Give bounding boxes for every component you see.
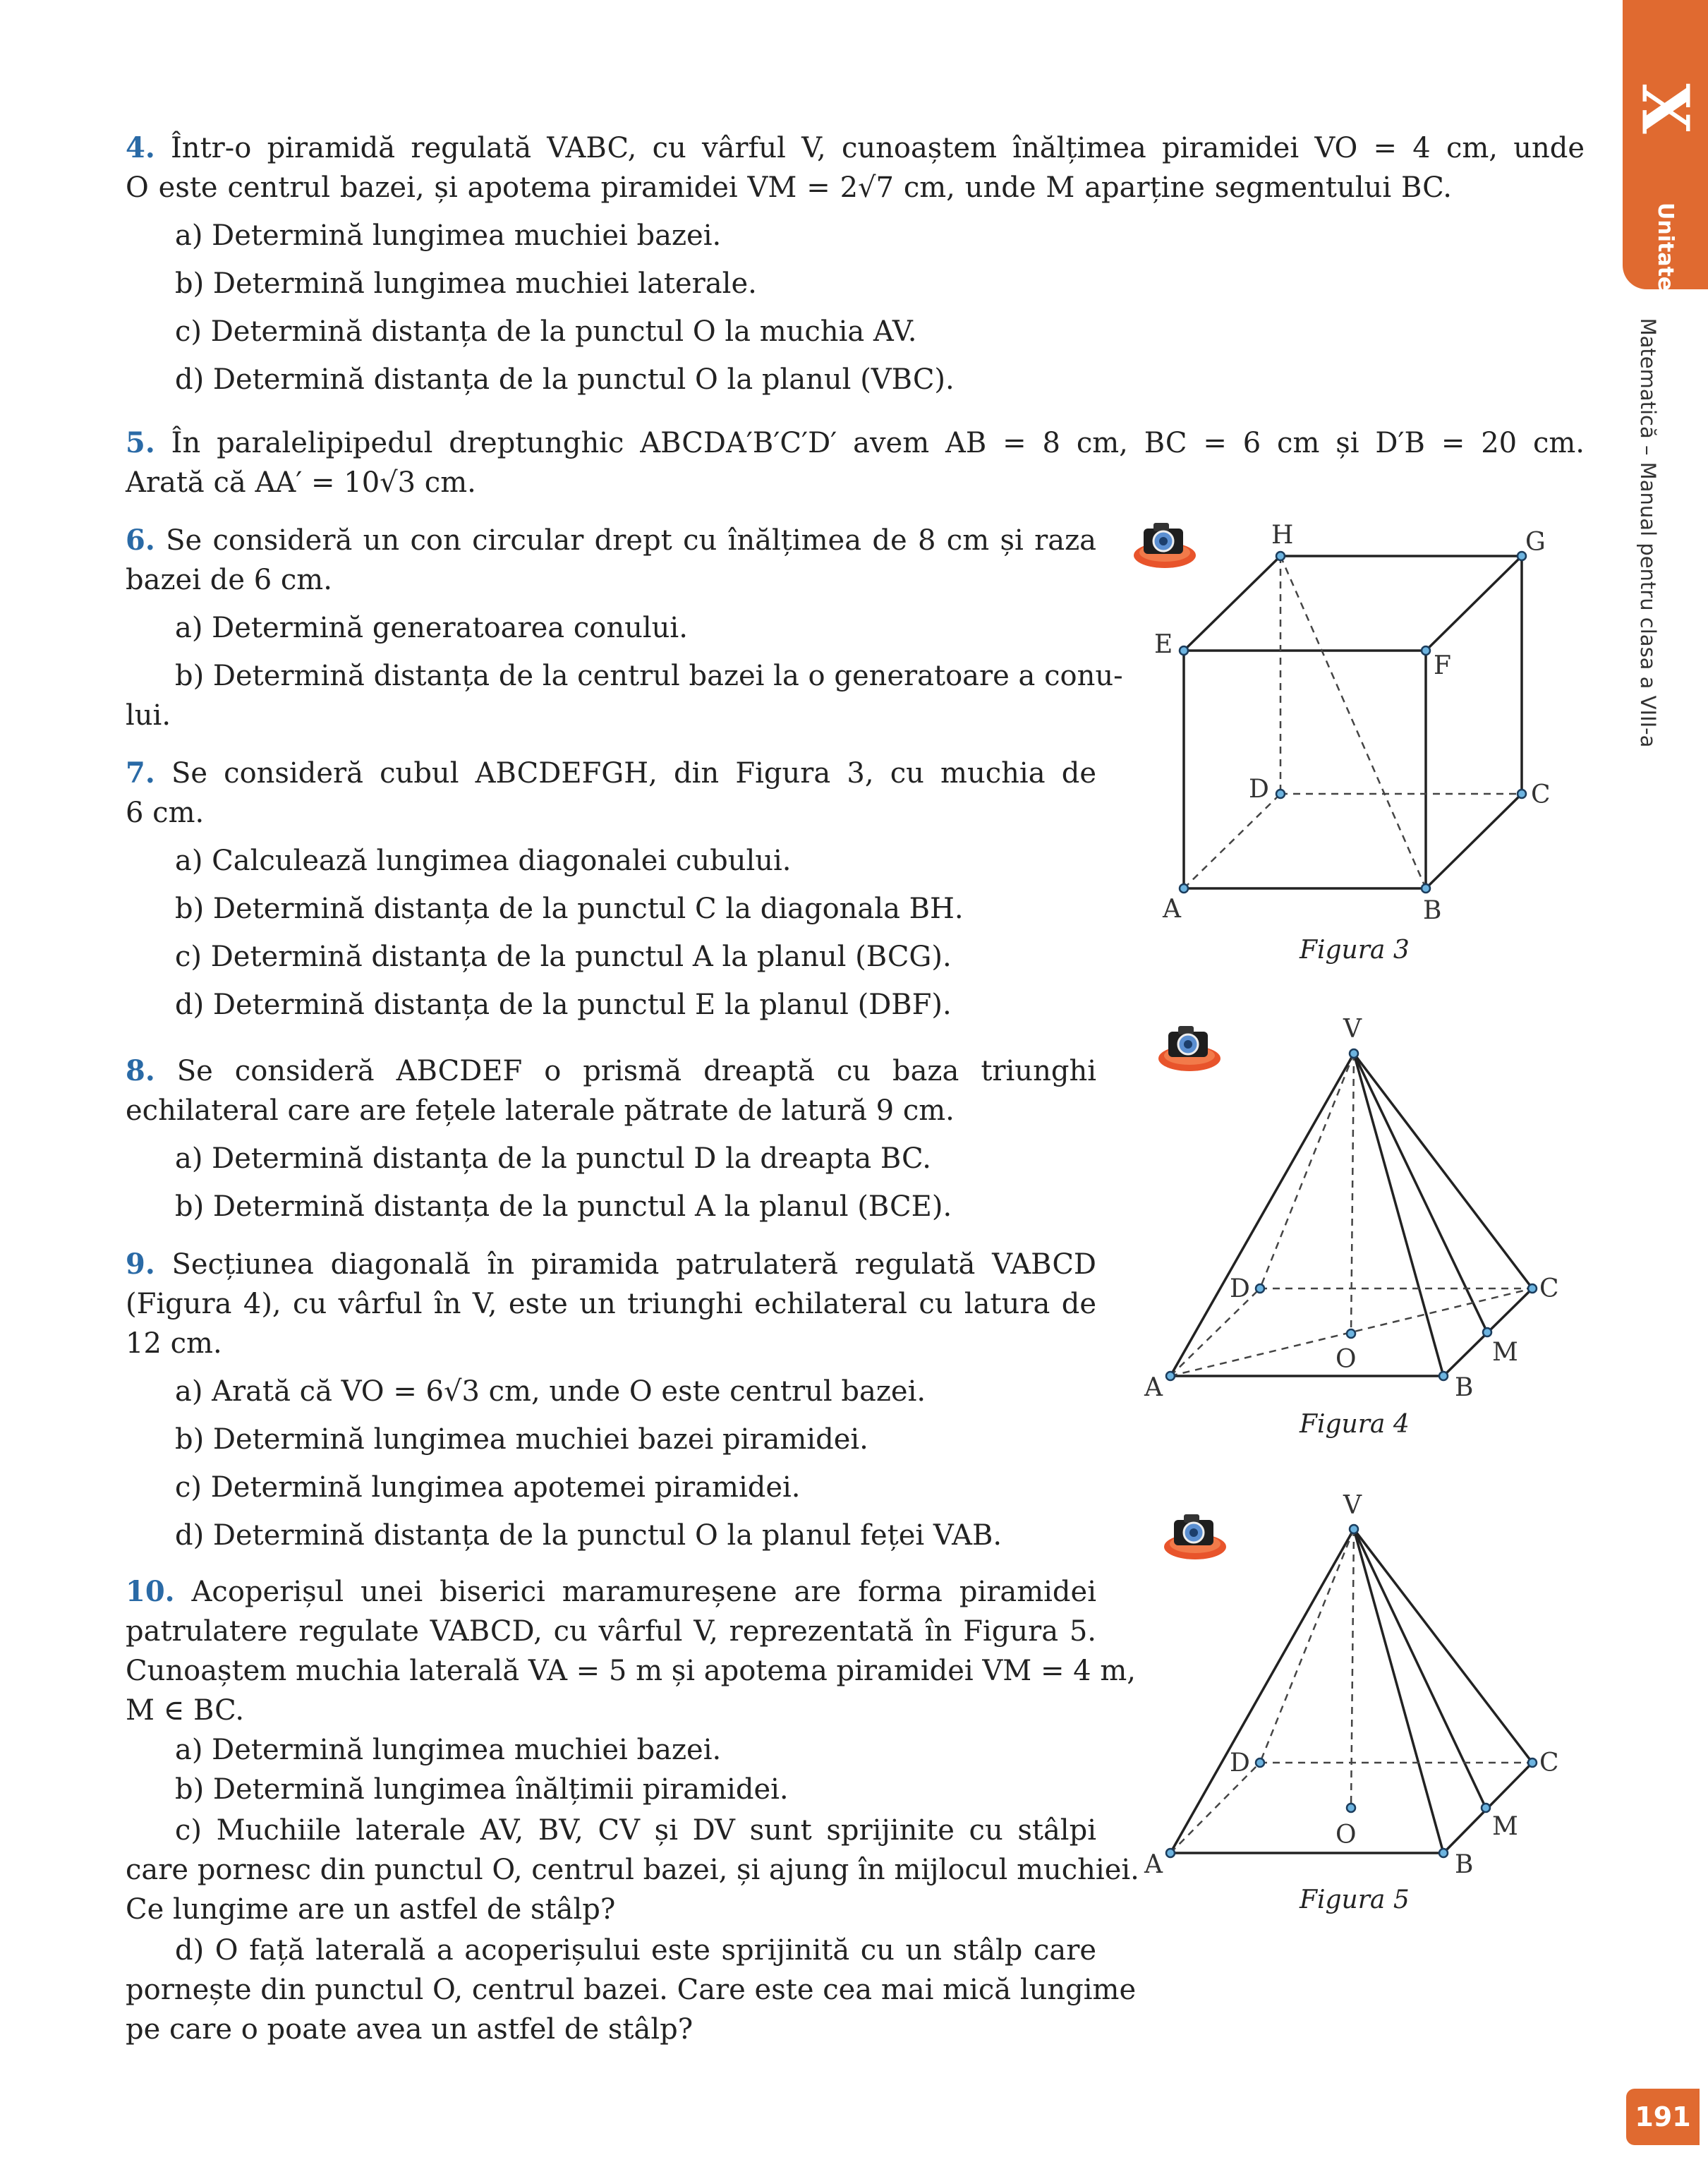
figure-5-caption: Figura 5 bbox=[1300, 1885, 1410, 1914]
ex7-line2: 6 cm. bbox=[126, 797, 205, 829]
fig4-label-D: D bbox=[1230, 1274, 1250, 1303]
ex10-d-line2: pornește din punctul O, centrul bazei. Care este cea mai mică lungime bbox=[126, 1974, 1137, 2006]
ex8-b: b) Determină distanța de la punctul A la planul (BCE). bbox=[175, 1190, 952, 1223]
cube-edge-FG bbox=[1426, 556, 1522, 651]
fig4-label-C: C bbox=[1539, 1274, 1559, 1303]
fig3-label-E: E bbox=[1154, 630, 1173, 659]
ex5-line2: Arată că AA′ = 10√3 cm. bbox=[126, 466, 476, 499]
cube-edge-BC bbox=[1426, 794, 1522, 888]
ex5-line1: 5. În paralelipipedul dreptunghic ABCDA′B′C′D′ avem AB = 8 cm, BC = 6 cm și D′B = 20 cm. bbox=[126, 426, 1585, 459]
fig4-height-VO bbox=[1351, 1054, 1354, 1334]
ex6-b-line1: b) Determină distanța de la centrul bazei la o generatoare a conu- bbox=[175, 660, 1123, 692]
ex9-line3: 12 cm. bbox=[126, 1327, 222, 1360]
fig5-label-V: V bbox=[1343, 1491, 1362, 1520]
ex9-c: c) Determină lungimea apotemei piramidei. bbox=[175, 1471, 801, 1504]
fig5-height-VO bbox=[1351, 1529, 1354, 1808]
book-title: Matematică – Manual pentru clasa a VIII-a bbox=[1636, 318, 1660, 748]
unit-label: Unitatea bbox=[1653, 203, 1678, 306]
ex8-line1: 8. Se consideră ABCDEF o prismă dreaptă cu baza triunghi bbox=[126, 1054, 1096, 1087]
fig3-label-A: A bbox=[1163, 895, 1181, 924]
ex10-line1: 10. Acoperișul unei biserici maramureșene are forma piramidei bbox=[126, 1575, 1097, 1608]
cube-edge-AD bbox=[1184, 794, 1280, 888]
fig4-label-M: M bbox=[1492, 1338, 1518, 1367]
fig4-label-B: B bbox=[1455, 1373, 1474, 1402]
ex7-d: d) Determină distanța de la punctul E la planul (DBF). bbox=[175, 989, 952, 1021]
fig5-label-O: O bbox=[1335, 1821, 1357, 1849]
ex10-d-line1: d) O față laterală a acoperișului este sprijinită cu un stâlp care bbox=[175, 1934, 1096, 1967]
ex10-line2: patrulatere regulate VABCD, cu vârful V, reprezentată în Figura 5. bbox=[126, 1615, 1096, 1648]
fig4-label-V: V bbox=[1343, 1015, 1362, 1044]
fig5-edge-VA bbox=[1170, 1529, 1354, 1853]
fig3-label-C: C bbox=[1531, 780, 1551, 809]
ex9-d: d) Determină distanța de la punctul O la planul feței VAB. bbox=[175, 1519, 1003, 1552]
fig4-edge-VA bbox=[1170, 1054, 1354, 1376]
ex6-a: a) Determină generatoarea conului. bbox=[175, 612, 688, 644]
fig3-label-B: B bbox=[1423, 896, 1442, 925]
ex10-line3: Cunoaștem muchia laterală VA = 5 m și apotema piramidei VM = 4 m, bbox=[126, 1655, 1136, 1687]
ex10-c-line1: c) Muchiile laterale AV, BV, CV și DV sunt sprijinite cu stâlpi bbox=[175, 1814, 1096, 1847]
ex4-number: 4. bbox=[126, 131, 155, 164]
fig4-edge-VD bbox=[1260, 1054, 1354, 1288]
ex9-b: b) Determină lungimea muchiei bazei piramidei. bbox=[175, 1423, 868, 1456]
fig5-label-B: B bbox=[1455, 1850, 1474, 1879]
fig3-label-D: D bbox=[1249, 775, 1269, 804]
unit-letter: X bbox=[1627, 83, 1704, 134]
figure-4-caption: Figura 4 bbox=[1300, 1410, 1410, 1439]
fig4-label-O: O bbox=[1335, 1345, 1357, 1374]
ex7-b: b) Determină distanța de la punctul C la diagonala BH. bbox=[175, 893, 964, 925]
ex7-line1: 7. Se consideră cubul ABCDEFGH, din Figura 3, cu muchia de bbox=[126, 756, 1096, 790]
ex10-c-line3: Ce lungime are un astfel de stâlp? bbox=[126, 1893, 616, 1926]
ex10-d-line3: pe care o poate avea un astfel de stâlp? bbox=[126, 2013, 694, 2046]
ex4-a: a) Determină lungimea muchiei bazei. bbox=[175, 219, 722, 252]
page-number: 191 bbox=[1626, 2089, 1700, 2145]
ex7-a: a) Calculează lungimea diagonalei cubului. bbox=[175, 845, 792, 877]
ex10-a: a) Determină lungimea muchiei bazei. bbox=[175, 1734, 722, 1766]
cube-diagonal-HB bbox=[1280, 556, 1426, 888]
fig5-edge-VD bbox=[1260, 1529, 1354, 1763]
fig5-edge-VC bbox=[1354, 1529, 1532, 1763]
ex6-line1: 6. Se consideră un con circular drept cu înălțimea de 8 cm și raza bbox=[126, 524, 1097, 557]
ex7-c: c) Determină distanța de la punctul A la planul (BCG). bbox=[175, 941, 952, 973]
fig5-label-D: D bbox=[1230, 1749, 1250, 1777]
ex4-line1: 4. Într-o piramidă regulată VABC, cu vârful V, cunoaștem înălțimea piramidei VO = 4 cm, unde bbox=[126, 131, 1585, 164]
ex6-line2: bazei de 6 cm. bbox=[126, 564, 332, 596]
ex4-line2: O este centrul bazei, și apotema piramidei VM = 2√7 cm, unde M aparține segmentului BC. bbox=[126, 171, 1452, 204]
ex8-line2: echilateral care are fețele laterale pătrate de latură 9 cm. bbox=[126, 1094, 955, 1127]
fig5-label-A: A bbox=[1144, 1850, 1163, 1879]
ex10-line4: M ∈ BC. bbox=[126, 1694, 245, 1727]
ex10-c-line2: care pornesc din punctul O, centrul bazei, și ajung în mijlocul muchiei. bbox=[126, 1854, 1139, 1886]
ex4-b: b) Determină lungimea muchiei laterale. bbox=[175, 267, 757, 300]
figure-3-caption: Figura 3 bbox=[1300, 936, 1410, 965]
fig4-edge-VC bbox=[1354, 1054, 1532, 1288]
ex9-line2: (Figura 4), cu vârful în V, este un triunghi echilateral cu latura de bbox=[126, 1288, 1096, 1320]
fig4-label-A: A bbox=[1144, 1373, 1163, 1402]
ex8-a: a) Determină distanța de la punctul D la dreapta BC. bbox=[175, 1142, 931, 1175]
ex6-b-line2: lui. bbox=[126, 699, 171, 732]
fig3-label-G: G bbox=[1525, 528, 1546, 557]
fig5-label-M: M bbox=[1492, 1812, 1518, 1841]
ex9-line1: 9. Secțiunea diagonală în piramida patrulateră regulată VABCD bbox=[126, 1248, 1096, 1281]
ex4-d: d) Determină distanța de la punctul O la planul (VBC). bbox=[175, 363, 955, 396]
ex10-b: b) Determină lungimea înălțimii piramidei. bbox=[175, 1773, 789, 1806]
cube-edge-EH bbox=[1184, 556, 1280, 651]
ex9-a: a) Arată că VO = 6√3 cm, unde O este centrul bazei. bbox=[175, 1375, 926, 1408]
fig5-label-C: C bbox=[1539, 1749, 1559, 1777]
fig3-label-H: H bbox=[1271, 521, 1294, 550]
ex4-c: c) Determină distanța de la punctul O la muchia AV. bbox=[175, 315, 917, 348]
fig3-label-F: F bbox=[1434, 651, 1451, 680]
